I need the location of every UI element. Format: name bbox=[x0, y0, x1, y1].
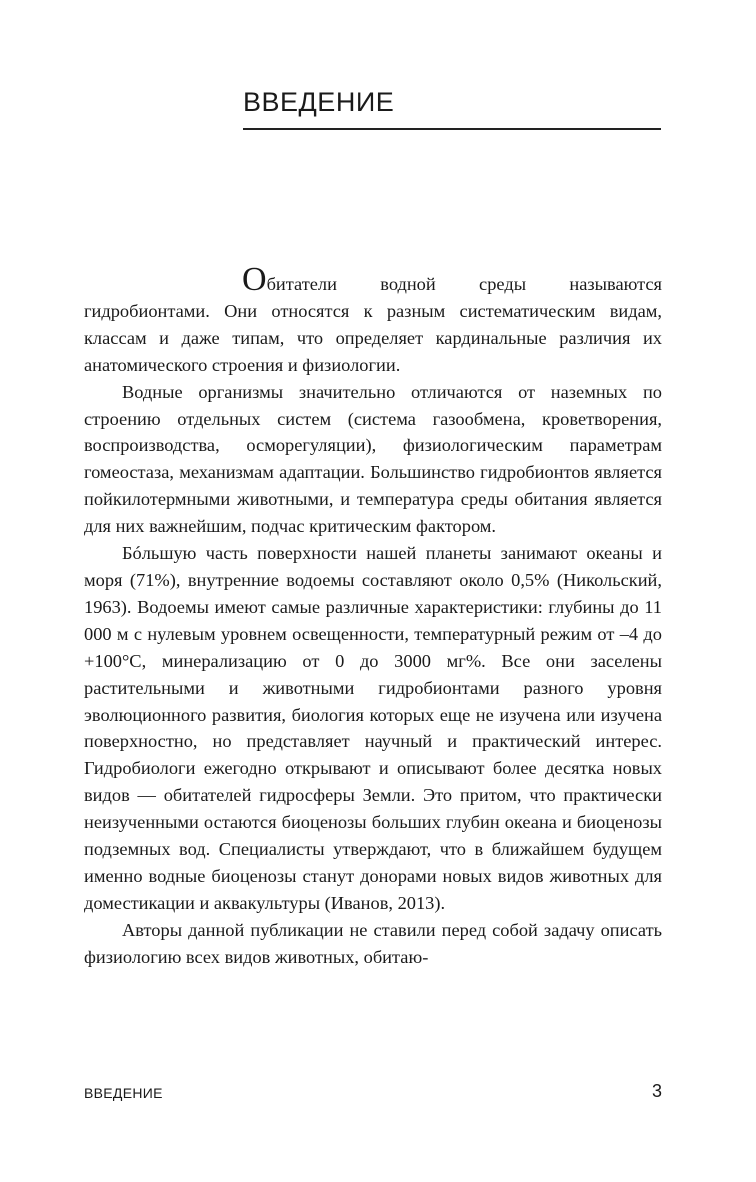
chapter-title: ВВЕДЕНИЕ bbox=[243, 87, 395, 117]
paragraph-3: Бóльшую часть поверхности нашей планеты занимают океаны и моря (71%), внутренние водоемы составляют около 0,5% (Никольский, 1963). Водоемы имеют самые различные характеристики: глубины до 11 000 м с нулевым уровнем освещенности, температурный режим от –4 до +100°С, минерализацию от 0 до 3000 мг%. Все они заселены растительными и животными гидробионтами разного уровня эволюционного развития, биология которых еще не изучена или изучена поверхностно, но представляет научный и практический интерес. Гидробиологи ежегодно открывают и описывают более десятка новых видов — обитателей гидросферы Земли. Это притом, что практически неизученными остаются биоценозы больших глубин океана и биоценозы подземных вод. Специалисты утверждают, что в ближайшем будущем именно водные биоценозы станут донорами новых видов животных для доместикации и аквакультуры (Иванов, 2013). bbox=[84, 543, 662, 913]
running-footer-title: ВВЕДЕНИЕ bbox=[84, 1085, 163, 1101]
drop-cap: О bbox=[242, 261, 267, 298]
title-rule bbox=[243, 128, 661, 130]
paragraph-1-text: битатели водной среды называются гидробионтами. Они относятся к разным систематическим видам, классам и даже типам, что определяет кардинальные различия их анатомического строения и физиологии. bbox=[84, 274, 662, 375]
body-text bbox=[84, 261, 662, 971]
paragraph-1 bbox=[84, 261, 662, 379]
page-number: 3 bbox=[651, 1081, 662, 1101]
paragraph-2: Водные организмы значительно отличаются от наземных по строению отдельных систем (система газообмена, кроветворения, воспроизводства, осморегуляции), физиологическим параметрам гомеостаза, механизмам адаптации. Большинство гидробионтов является пойкилотермными животными, и температура среды обитания является для них важнейшим, подчас критическим фактором. bbox=[84, 381, 662, 537]
paragraph-4: Авторы данной публикации не ставили перед собой задачу описать физиологию всех видов животных, обитаю- bbox=[84, 919, 662, 967]
